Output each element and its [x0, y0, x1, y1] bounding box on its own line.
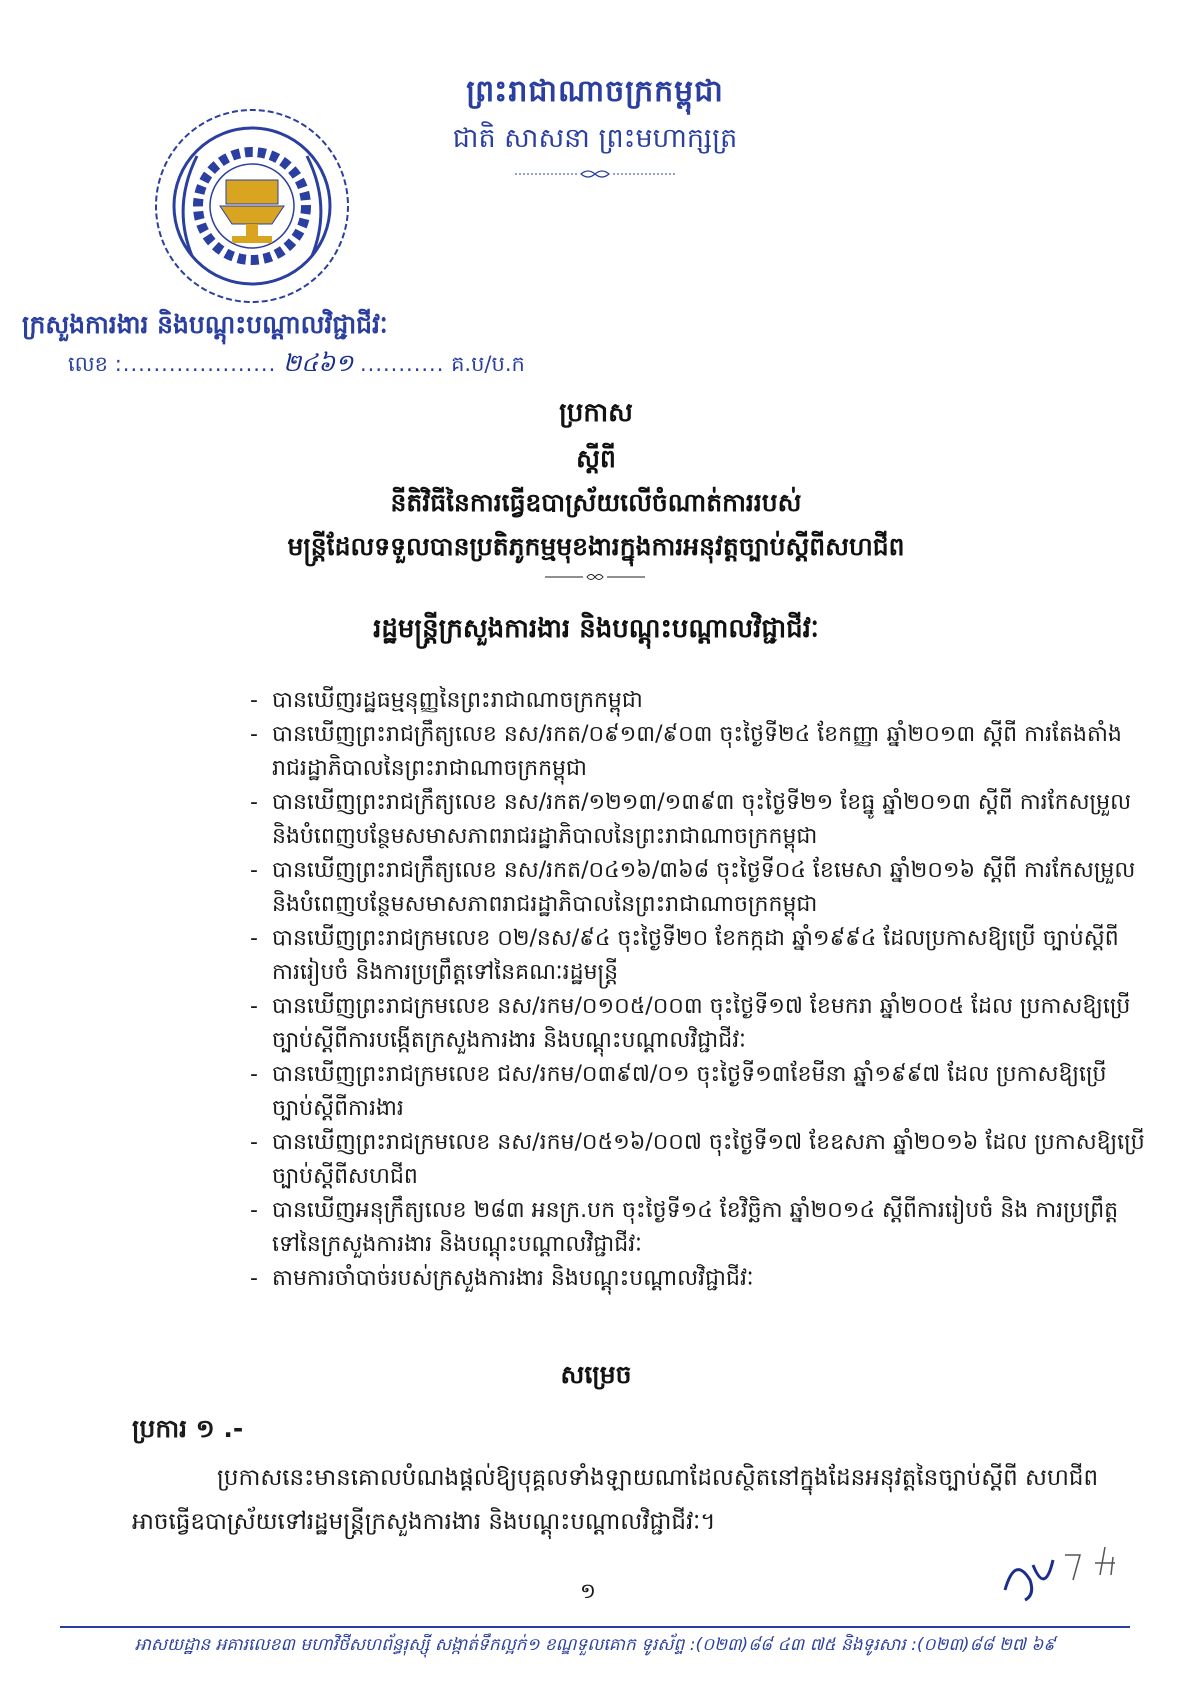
reference-label: លេខ: [68, 352, 108, 376]
reference-item: - បានឃើញព្រះរាជក្រមលេខ ជស/រកម/០៣៩៧/០១ ចុះថ្ងៃទី១៣ខែមីនា ឆ្នាំ១៩៩៧ ដែល ប្រកាសឱ្យប្រើច្បាប់ស្តីពីការងារ: [250, 1058, 1145, 1126]
article-1-label: ប្រការ ១ .-: [132, 1414, 244, 1443]
reference-item: - បានឃើញព្រះរាជក្រមលេខ នស/រកម/០១០៥/០០៣ ចុះថ្ងៃទី១៧ ខែមករា ឆ្នាំ២០០៥ ដែល ប្រកាសឱ្យប្រើច្បាប់ស្តីពីការបង្កើតក្រសួងការងារ និងបណ្តុះបណ្តាលវិជ្ជាជីវៈ: [250, 990, 1145, 1058]
reference-number-row: លេខ :.................... ២៤៦១ ........... គ.ប/ប.ក: [68, 349, 525, 377]
reference-item: - បានឃើញព្រះរាជក្រមលេខ ០២/នស/៩៤ ចុះថ្ងៃទី២០ ខែកក្កដា ឆ្នាំ១៩៩៤ ដែលប្រកាសឱ្យប្រើ ច្បាប់ស្តីពីការរៀបចំ និងការប្រព្រឹត្តទៅនៃគណៈរដ្ឋមន្ត្រី: [250, 922, 1145, 990]
footer-rule: [60, 1626, 1130, 1628]
kingdom-title: ព្រះរាជាណាចក្រកម្ពុជា: [466, 74, 724, 109]
issuing-ministry: ក្រសួងការងារ និងបណ្តុះបណ្តាលវិជ្ជាជីវៈ: [22, 310, 388, 339]
minister-heading: រដ្ឋមន្ត្រីក្រសួងការងារ និងបណ្តុះបណ្តាលវិជ្ជាជីវៈ: [373, 614, 819, 644]
reference-number: ២៤៦១: [282, 349, 354, 377]
reference-item: - បានឃើញព្រះរាជក្រឹត្យលេខ នស/រកត/០៤១៦/៣៦៨ ចុះថ្ងៃទី០៤ ខែមេសា ឆ្នាំ២០១៦ ស្តីពី ការកែសម្រួល និងបំពេញបន្ថែមសមាសភាពរាជរដ្ឋាភិបាលនៃព្រះរាជាណាចក្រកម្ពុជា: [250, 854, 1145, 922]
reference-item: - តាមការចាំបាច់របស់ក្រសួងការងារ និងបណ្តុះបណ្តាលវិជ្ជាជីវៈ: [250, 1262, 1145, 1296]
subject-line-1: នីតិវិធីនៃការធ្វើឧបាស្រ័យលើចំណាត់ការរបស់: [390, 488, 802, 517]
reference-item: - បានឃើញព្រះរាជក្រឹត្យលេខ នស/រកត/១២១៣/១៣៩៣ ចុះថ្ងៃទី២១ ខែធ្នូ ឆ្នាំ២០១៣ ស្តីពី ការកែសម្រួល និងបំពេញបន្ថែមសមាសភាពរាជរដ្ឋាភិបាលនៃព្រះរាជាណាចក្រកម្ពុជា: [250, 786, 1145, 854]
footer-address: អាសយដ្ឋាន អគារលេខ៣ មហាវិថីសហព័ន្ធរុស្ស៊ី សង្កាត់ទឹកល្អក់១ ខណ្ឌទួលគោក ទូរស័ព្ទ :(០២៣)៨៨ ៤៣ ៧៥ និងទូរសារ :(០២៣)៨៨ ២៧ ៦៩: [134, 1635, 1056, 1655]
reference-item: - បានឃើញព្រះរាជក្រឹត្យលេខ នស/រកត/០៩១៣/៩០៣ ចុះថ្ងៃទី២៤ ខែកញ្ញា ឆ្នាំ២០១៣ ស្តីពី ការតែងតាំងរាជរដ្ឋាភិបាលនៃព្រះរាជាណាចក្រកម្ពុជា: [250, 718, 1145, 786]
handwritten-initials-signature: [995, 1535, 1135, 1610]
document-type-heading: ប្រកាស: [559, 398, 633, 428]
article-1-text: ប្រកាសនេះមានគោលបំណងផ្តល់ឱ្យបុគ្គលទាំងឡាយណាដែលស្ថិតនៅក្នុងដែនអនុវត្តនៃច្បាប់ស្តីពី សហជីព អាចធ្វើឧបាស្រ័យទៅរដ្ឋមន្ត្រីក្រសួងការងារ និងបណ្តុះបណ្តាលវិជ្ជាជីវៈ។: [132, 1465, 1099, 1535]
decision-heading: សម្រេច: [560, 1360, 632, 1389]
page-number: ១: [580, 1579, 596, 1603]
national-motto: ជាតិ សាសនា ព្រះមហាក្សត្រ: [452, 123, 738, 154]
reference-item: - បានឃើញអនុក្រឹត្យលេខ ២៨៣ អនក្រ.បក ចុះថ្ងៃទី១៤ ខែវិច្ឆិកា ឆ្នាំ២០១៤ ស្តីពីការរៀបចំ និង ការប្រព្រឹត្តទៅនៃក្រសួងការងារ និងបណ្តុះបណ្តាលវិជ្ជាជីវៈ: [250, 1194, 1145, 1262]
reference-item: - បានឃើញព្រះរាជក្រមលេខ នស/រកម/០៥១៦/០០៧ ចុះថ្ងៃទី១៧ ខែឧសភា ឆ្នាំ២០១៦ ដែល ប្រកាសឱ្យប្រើច្បាប់ស្តីពីសហជីព: [250, 1126, 1145, 1194]
reference-item: - បានឃើញរដ្ឋធម្មនុញ្ញនៃព្រះរាជាណាចក្រកម្ពុជា: [250, 684, 1145, 718]
header-ornament-divider: [515, 168, 675, 180]
legal-references-list: [210, 684, 1145, 1296]
ministry-seal-logo: [152, 106, 352, 306]
about-heading: ស្តីពី: [576, 444, 616, 473]
title-ornament-divider: [545, 571, 645, 583]
reference-suffix: គ.ប/ប.ក: [451, 352, 525, 376]
subject-line-2: មន្ត្រីដែលទទួលបានប្រតិភូកម្មមុខងារក្នុងការអនុវត្តច្បាប់ស្តីពីសហជីព: [287, 532, 905, 561]
